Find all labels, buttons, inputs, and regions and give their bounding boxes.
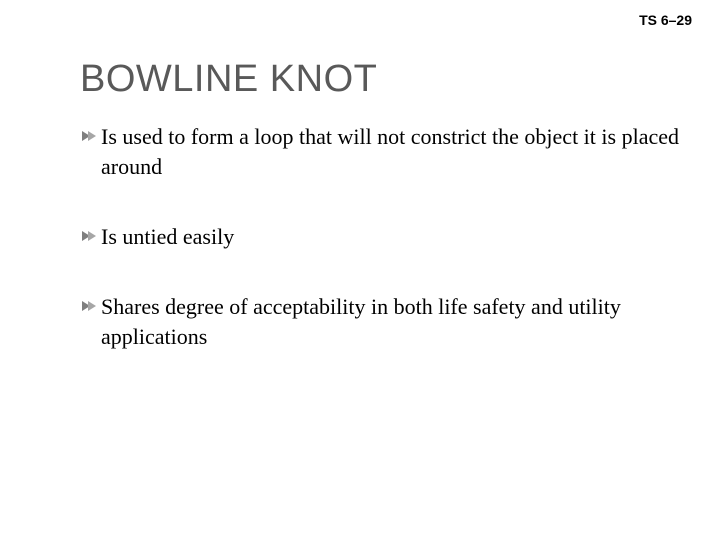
bullet-list bbox=[80, 122, 680, 352]
bullet-text: Shares degree of acceptability in both life safety and utility applications bbox=[101, 294, 621, 349]
bullet-item bbox=[80, 222, 680, 252]
arrow-bullet-icon bbox=[80, 129, 100, 143]
bullet-text: Is used to form a loop that will not constrict the object it is placed around bbox=[101, 124, 679, 179]
bullet-text: Is untied easily bbox=[101, 224, 235, 249]
slide-number: TS 6–29 bbox=[639, 12, 692, 28]
arrow-bullet-icon bbox=[80, 299, 100, 313]
slide-title: BOWLINE KNOT bbox=[80, 58, 378, 100]
arrow-bullet-icon bbox=[80, 229, 100, 243]
bullet-item bbox=[80, 122, 680, 182]
bullet-item bbox=[80, 292, 680, 352]
